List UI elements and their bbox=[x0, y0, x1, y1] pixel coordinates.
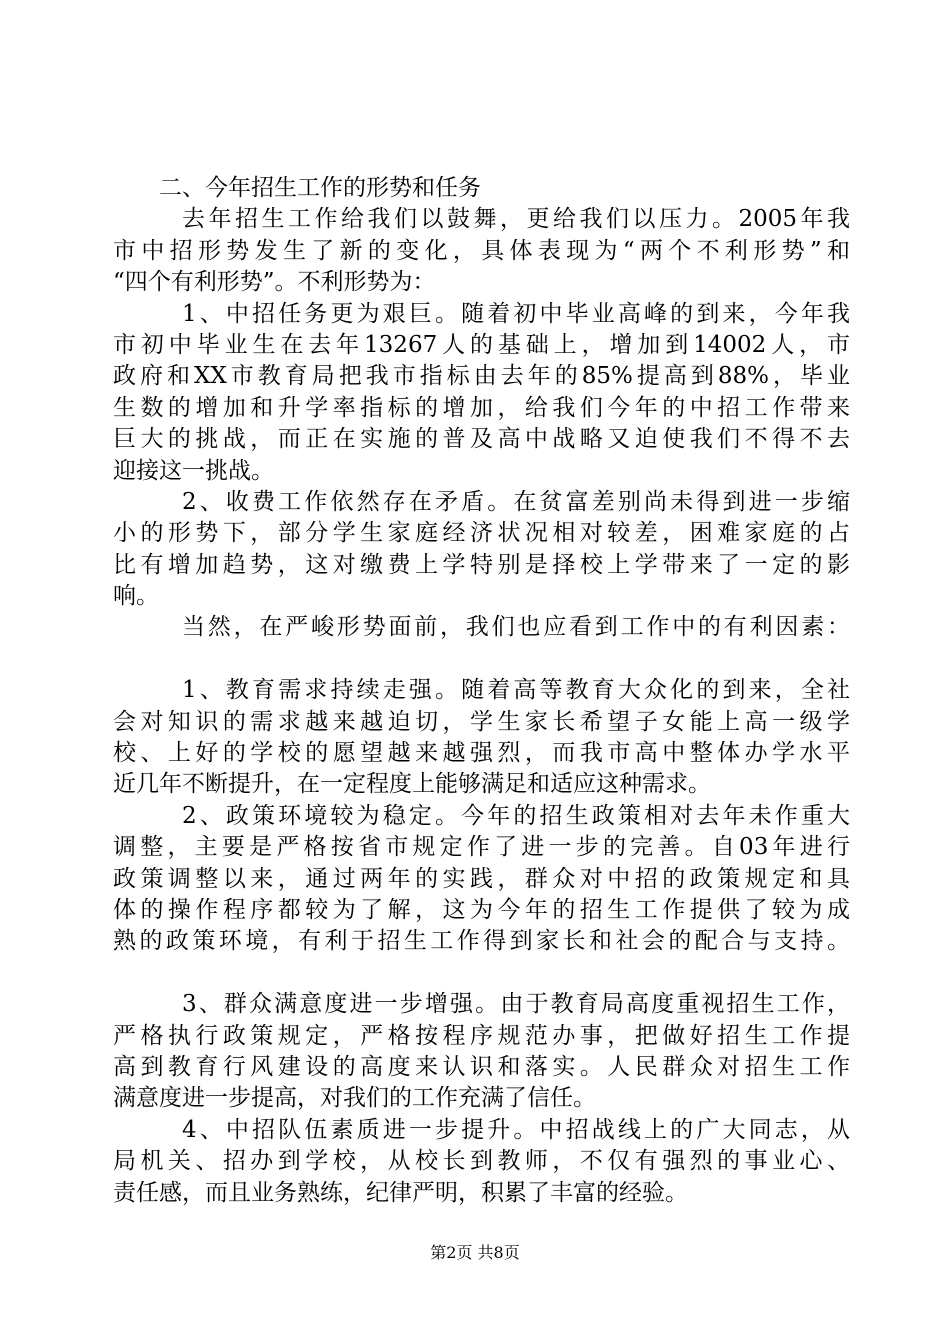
paragraph-line: 2、收费工作依然存在矛盾。在贫富差别尚未得到进一步缩 bbox=[182, 488, 850, 515]
paragraph-line: 体的操作程序都较为了解，这为今年的招生工作提供了较为成 bbox=[113, 896, 850, 923]
paragraph-line: 1、教育需求持续走强。随着高等教育大众化的到来，全社 bbox=[182, 677, 850, 704]
paragraph-line: 4、中招队伍素质进一步提升。中招战线上的广大同志，从 bbox=[182, 1116, 850, 1143]
document-body bbox=[113, 173, 850, 1209]
paragraph-line: 生数的增加和升学率指标的增加，给我们今年的中招工作带来 bbox=[113, 394, 850, 421]
section-heading: 二、今年招生工作的形势和任务 bbox=[159, 175, 481, 201]
paragraph-line: 市中招形势发生了新的变化，具体表现为“两个不利形势”和 bbox=[113, 237, 850, 264]
paragraph-line: 政府和XX市教育局把我市指标由去年的85%提高到88%，毕业 bbox=[113, 363, 850, 390]
paragraph-line: 责任感，而且业务熟练，纪律严明，积累了丰富的经验。 bbox=[113, 1179, 688, 1206]
paragraph-line: 巨大的挑战，而正在实施的普及高中战略又迫使我们不得不去 bbox=[113, 426, 850, 453]
paragraph-line: 当然，在严峻形势面前，我们也应看到工作中的有利因素： bbox=[182, 614, 850, 641]
paragraph-line: 政策调整以来，通过两年的实践，群众对中招的政策规定和具 bbox=[113, 865, 850, 892]
paragraph-line: 会对知识的需求越来越迫切，学生家长希望子女能上高一级学 bbox=[113, 708, 850, 735]
paragraph-line: 1、中招任务更为艰巨。随着初中毕业高峰的到来，今年我 bbox=[182, 300, 850, 327]
paragraph-line: 近几年不断提升，在一定程度上能够满足和适应这种需求。 bbox=[113, 771, 711, 798]
paragraph-gap bbox=[113, 644, 850, 675]
paragraph-line: 迎接这一挑战。 bbox=[113, 457, 274, 484]
paragraph-line: 校、上好的学校的愿望越来越强烈，而我市高中整体办学水平 bbox=[113, 740, 850, 767]
paragraph-line: 高到教育行风建设的高度来认识和落实。人民群众对招生工作 bbox=[113, 1053, 850, 1080]
paragraph-gap bbox=[113, 958, 850, 989]
paragraph-line: 比有增加趋势，这对缴费上学特别是择校上学带来了一定的影 bbox=[113, 551, 850, 578]
paragraph-line: 响。 bbox=[113, 583, 159, 610]
paragraph-line: 2、政策环境较为稳定。今年的招生政策相对去年未作重大 bbox=[182, 802, 850, 829]
paragraph-line: 市初中毕业生在去年13267人的基础上，增加到14002人，市 bbox=[113, 331, 850, 358]
paragraph-line: 去年招生工作给我们以鼓舞，更给我们以压力。2005年我 bbox=[182, 206, 850, 233]
paragraph-line: 局机关、招办到学校，从校长到教师，不仅有强烈的事业心、 bbox=[113, 1148, 850, 1175]
paragraph-line: 小的形势下，部分学生家庭经济状况相对较差，困难家庭的占 bbox=[113, 520, 850, 547]
page-number-footer: 第2页 共8页 bbox=[430, 1243, 520, 1262]
paragraph-line: 熟的政策环境，有利于招生工作得到家长和社会的配合与支持。 bbox=[113, 928, 850, 955]
paragraph-line: 调整，主要是严格按省市规定作了进一步的完善。自03年进行 bbox=[113, 834, 850, 861]
paragraph-line: 满意度进一步提高，对我们的工作充满了信任。 bbox=[113, 1085, 596, 1112]
paragraph-line: 3、群众满意度进一步增强。由于教育局高度重视招生工作， bbox=[182, 991, 850, 1018]
paragraph-line: “四个有利形势”。不利形势为： bbox=[113, 269, 436, 296]
paragraph-line: 严格执行政策规定，严格按程序规范办事，把做好招生工作提 bbox=[113, 1022, 850, 1049]
